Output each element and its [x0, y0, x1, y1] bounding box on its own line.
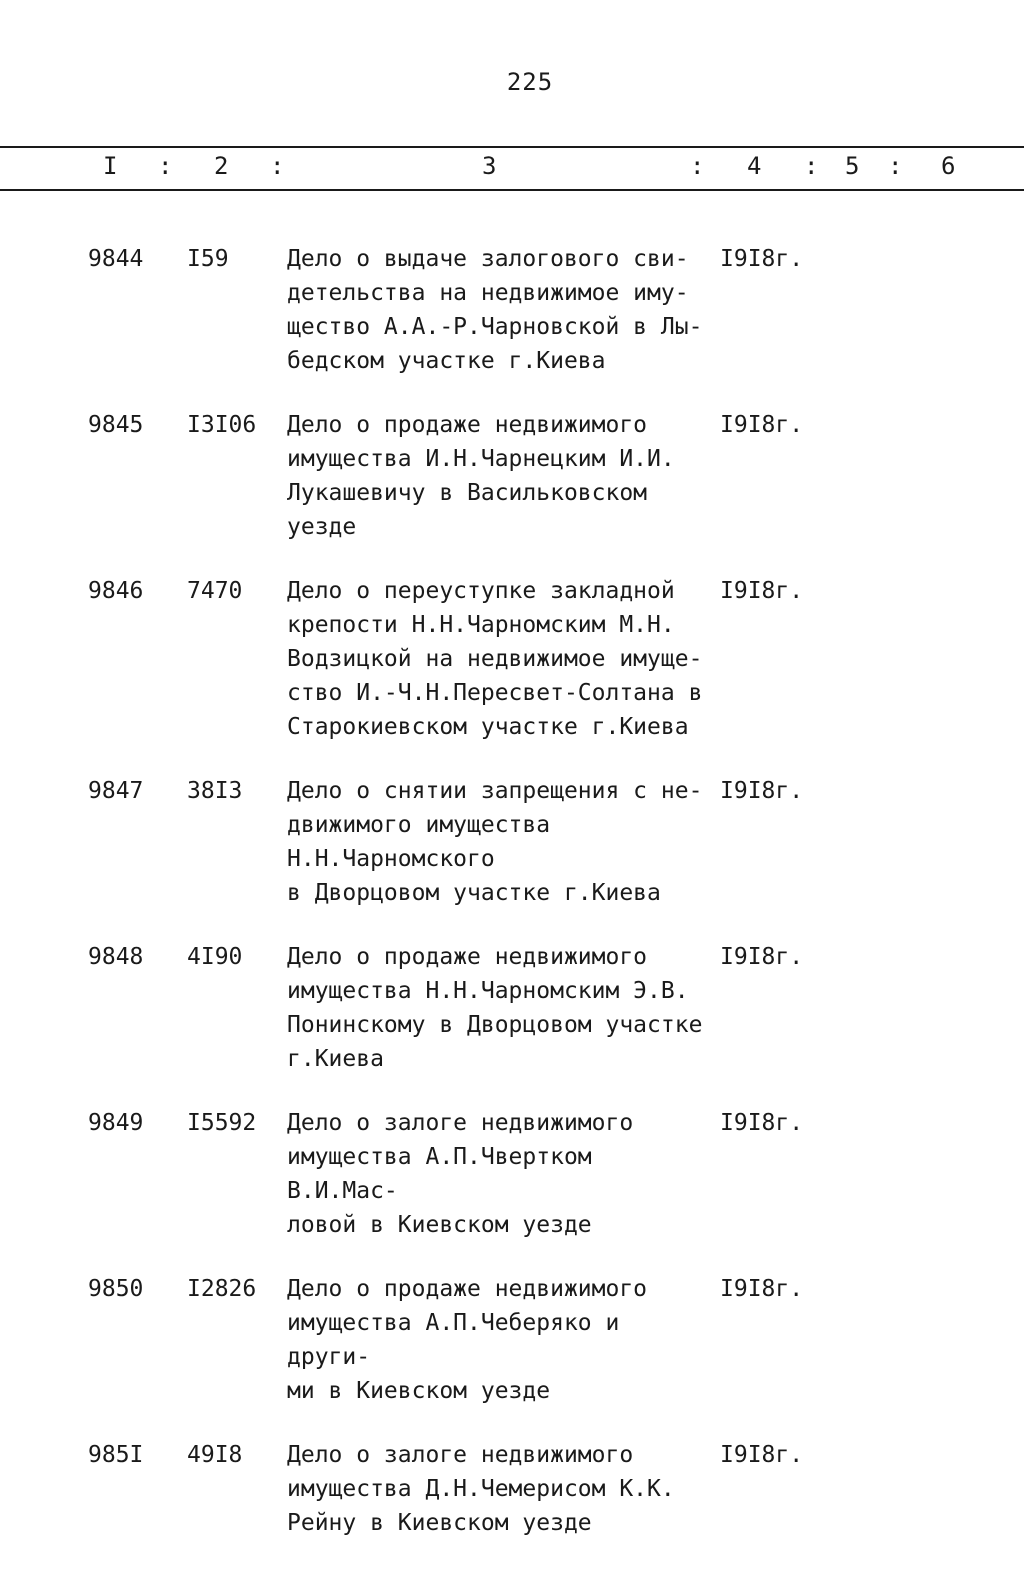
column-separator: : [158, 152, 173, 180]
entry-number: 9848 [88, 944, 144, 970]
column-header-2: 2 [214, 152, 229, 180]
entry-year: I9I8г. [720, 246, 804, 272]
entry-number: 9844 [88, 246, 144, 272]
entry-year: I9I8г. [720, 578, 804, 604]
inventory-entry [0, 1438, 1024, 1540]
entry-title: Дело о продаже недвижимого имущества Н.Н.Чарномским Э.В. Понинскому в Дворцовом участке г.Киева [287, 944, 703, 1072]
entry-sheet-count: I3I06 [187, 412, 257, 438]
entry-title: Дело о продаже недвижимого имущества А.П.Чеберяко и други- ми в Киевском уезде [287, 1276, 648, 1404]
entry-sheet-count: 7470 [187, 578, 243, 604]
column-header-3: 3 [482, 152, 497, 180]
entry-number: 9847 [88, 778, 144, 804]
entry-sheet-count: I59 [187, 246, 229, 272]
entry-year: I9I8г. [720, 778, 804, 804]
entry-year: I9I8г. [720, 1110, 804, 1136]
header-bottom-rule [0, 189, 1024, 191]
inventory-entry [0, 408, 1024, 544]
page-number: 225 [506, 68, 554, 96]
entry-number: 985I [88, 1442, 144, 1468]
column-header-row [0, 152, 1024, 184]
entry-year: I9I8г. [720, 944, 804, 970]
entry-title: Дело о залоге недвижимого имущества А.П.Чвертком В.И.Мас- ловой в Киевском уезде [287, 1110, 634, 1238]
inventory-entry [0, 940, 1024, 1076]
inventory-entry [0, 1106, 1024, 1242]
column-header-5: 5 [845, 152, 860, 180]
inventory-entry [0, 574, 1024, 744]
entry-number: 9850 [88, 1276, 144, 1302]
entry-year: I9I8г. [720, 1442, 804, 1468]
entry-sheet-count: I5592 [187, 1110, 257, 1136]
entry-sheet-count: 4I90 [187, 944, 243, 970]
column-separator: : [804, 152, 819, 180]
entry-sheet-count: I2826 [187, 1276, 257, 1302]
entry-title: Дело о выдаче залогового сви- детельства на недвижимое иму- щество А.А.-Р.Чарновской в Лы- бедском участке г.Киева [287, 246, 703, 374]
inventory-entry [0, 774, 1024, 910]
entry-title: Дело о снятии запрещения с не- движимого имущества Н.Н.Чарномского в Дворцовом участке г.Киева [287, 778, 703, 906]
entry-number: 9846 [88, 578, 144, 604]
column-header-1: I [103, 152, 118, 180]
entry-sheet-count: 38I3 [187, 778, 243, 804]
inventory-entry [0, 1272, 1024, 1408]
entry-sheet-count: 49I8 [187, 1442, 243, 1468]
column-separator: : [888, 152, 903, 180]
entry-title: Дело о продаже недвижимого имущества И.Н.Чарнецким И.И. Лукашевичу в Васильковском уезде [287, 412, 675, 540]
column-separator: : [690, 152, 705, 180]
entry-year: I9I8г. [720, 412, 804, 438]
inventory-list [0, 242, 1024, 1570]
entry-title: Дело о залоге недвижимого имущества Д.Н.Чемерисом К.К. Рейну в Киевском уезде [287, 1442, 675, 1536]
entry-year: I9I8г. [720, 1276, 804, 1302]
header-top-rule [0, 146, 1024, 148]
entry-title: Дело о переуступке закладной крепости Н.Н.Чарномским М.Н. Водзицкой на недвижимое имуще- ство И.-Ч.Н.Пересвет-Солтана в Старокиевском участке г.Киева [287, 578, 703, 740]
inventory-entry [0, 242, 1024, 378]
entry-number: 9845 [88, 412, 144, 438]
column-header-4: 4 [747, 152, 762, 180]
column-header-6: 6 [941, 152, 956, 180]
column-separator: : [270, 152, 285, 180]
entry-number: 9849 [88, 1110, 144, 1136]
